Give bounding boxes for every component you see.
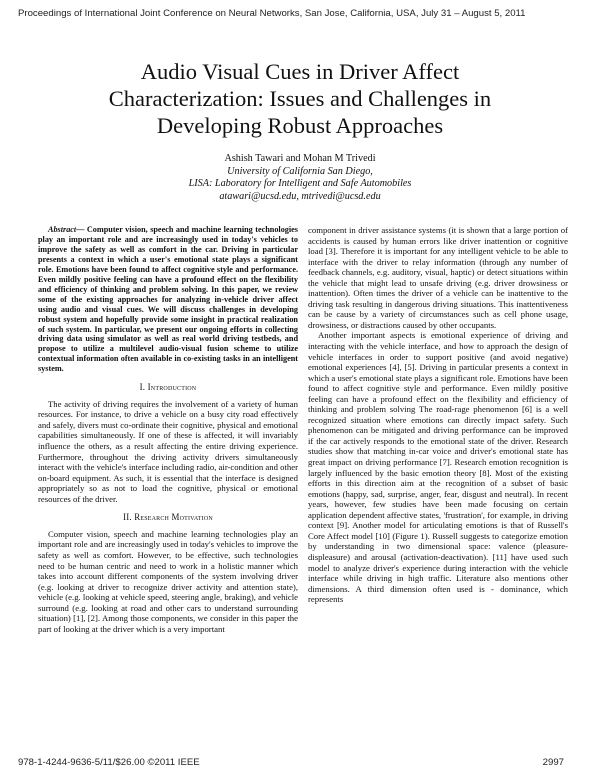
- author-names: Ashish Tawari and Mohan M Trivedi: [224, 153, 376, 164]
- copyright-footer: 978-1-4244-9636-5/11/$26.00 ©2011 IEEE: [18, 757, 200, 768]
- left-column: [38, 225, 298, 634]
- introduction-paragraph: The activity of driving requires the involvement of a variety of human resources. For instance, to drive a vehicle on a busy city road effectively and safely, divers must co-ordinate their cognitive, physical and emotional capabilities simultaneously. If one of these is affected, it will invariably influence the others, as a result affecting the entire driving experience. Furthermore, throughout the driving activity drivers simultaneously interact with the vehicle's interface including radio, air-condition and other on-board equipment. As such, it is essential that the interface is designed appropriately so as not to load the cognitive, physical or emotional resources of the driver.: [38, 398, 298, 504]
- right-column: [308, 225, 568, 605]
- author-emails: atawari@ucsd.edu, mtrivedi@ucsd.edu: [219, 190, 381, 202]
- abstract-label: Abstract: [48, 225, 77, 234]
- author-block: [120, 153, 480, 203]
- page-number: 2997: [542, 757, 564, 768]
- paper-title: [40, 58, 560, 139]
- affiliation-lab: LISA: Laboratory for Intelligent and Safe Automobiles: [188, 178, 412, 190]
- title-line: Audio Visual Cues in Driver Affect: [140, 59, 460, 84]
- section-heading-introduction: I. Introduction: [139, 382, 197, 393]
- abstract: [38, 225, 298, 374]
- body-paragraph: component in driver assistance systems (it is shown that a large portion of accidents is caused by human errors like driver inattention or cognitive load [3]. Therefore it is important for any intelligent vehicle to be able to interface with the driver to relay information (through any number of feedback channels, e.g. auditory, visual, haptic) or detect situations within the vehicle that might lead to unsafe driving (e.g. driver drowsiness or inattention). Often times the driver of a vehicle can be inattentive to the driving task resulting in dangerous driving situations. This inattentiveness can be cause by a variety of circumstances such as cell phone usage, drowsiness, or distractions caused by other occupants.: [308, 225, 568, 330]
- title-line: Developing Robust Approaches: [156, 113, 444, 138]
- affiliation-university: University of California San Diego,: [227, 165, 373, 177]
- body-paragraph: Another important aspects is emotional experience of driving and interacting with the vehicle interface, and how to approach the design of vehicle interfaces in order to support positive (and avoid negative) emotional experiences [4], [5]. Driving in particular presents a context in which a user's emotional state plays a significant role. Emotions have been found to affect cognitive style and performance. Even mildly positive feeling can have a profound effect on the flexibility and efficiency of thinking and problem solving The road-rage phenomenon [6] is a well recognized situation where emotions can directly impact safety. Such phenomenon can be mitigated and driving performance can be improved if the car actively responds to the emotional state of the driver. Research studies show that matching in-car voice and driver's emotional state has great impact on driving performance [7]. Research emotion recognition is largely influenced by the basic emotion theory [8]. Most of the existing efforts in this direction aim at the recognition of a subset of basic emotions (happy, sad, surprise, anger, fear, disgust and neutral). In recent years, however, few studies have been made focusing on certain application dependent affective states, 'frustration', for example, in driving context [9]. Another model for articulating emotions is that of Russell's Core Affect model [10] (Figure 1). Russell suggests to categorize emotion by understanding in two dimensional space: valence (pleasure-displeasure) and arousal (activation-deactivation). [11] have used such model to analyze driver's experience during interaction with the vehicle interface while driving in high traffic. Literature also mentions other dimensions. A third dimension often used is - dominance, which represents: [308, 330, 568, 605]
- abstract-text: — Computer vision, speech and machine learning technologies play an important role and are increasingly used in today's vehicles to improve the safety as well as comfort in the car. Driving in particular presents a context in which a user's emotional state plays a significant role. Emotions have been found to affect cognitive style and performance. Even mildly positive feeling can have a profound effect on the flexibility and efficiency of thinking and problem solving. In this paper, we review some of the existing approaches for analyzing in-vehicle driver affect using audio and visual cues. We will discuss challenges in developing robust system and hopefully provide some insight in practical realization of such system. In particular, we present our ongoing efforts in collecting driving data using simulator as well as real world driving testbeds, and propose to utilize a multilevel audio-visual fusion scheme to utilize contextual information often available in co-existing tasks in an intelligent system.: [38, 225, 298, 374]
- conference-header: Proceedings of International Joint Conference on Neural Networks, San Jose, California, USA, July 31 – August 5, 2011: [18, 8, 526, 19]
- section-heading-motivation: II. Research Motivation: [123, 512, 213, 523]
- motivation-paragraph: Computer vision, speech and machine learning technologies play an important role and are increasingly used in today's vehicles to improve the safety as well as comfort. However, to be effective, such technologies need to be human centric and need to work in a holistic manner which takes into account different components of the system involving driver (e.g. looking at driver to recognize driver activity and attention state), vehicle (e.g. looking at vehicle speed, steering angle, braking), and vehicle surround (e.g. looking at road and other cars to understand surrounding situation) [1], [2]. Among those components, we consider in this paper the part of looking at the driver which is a very important: [38, 528, 298, 634]
- title-line: Characterization: Issues and Challenges in: [108, 86, 492, 111]
